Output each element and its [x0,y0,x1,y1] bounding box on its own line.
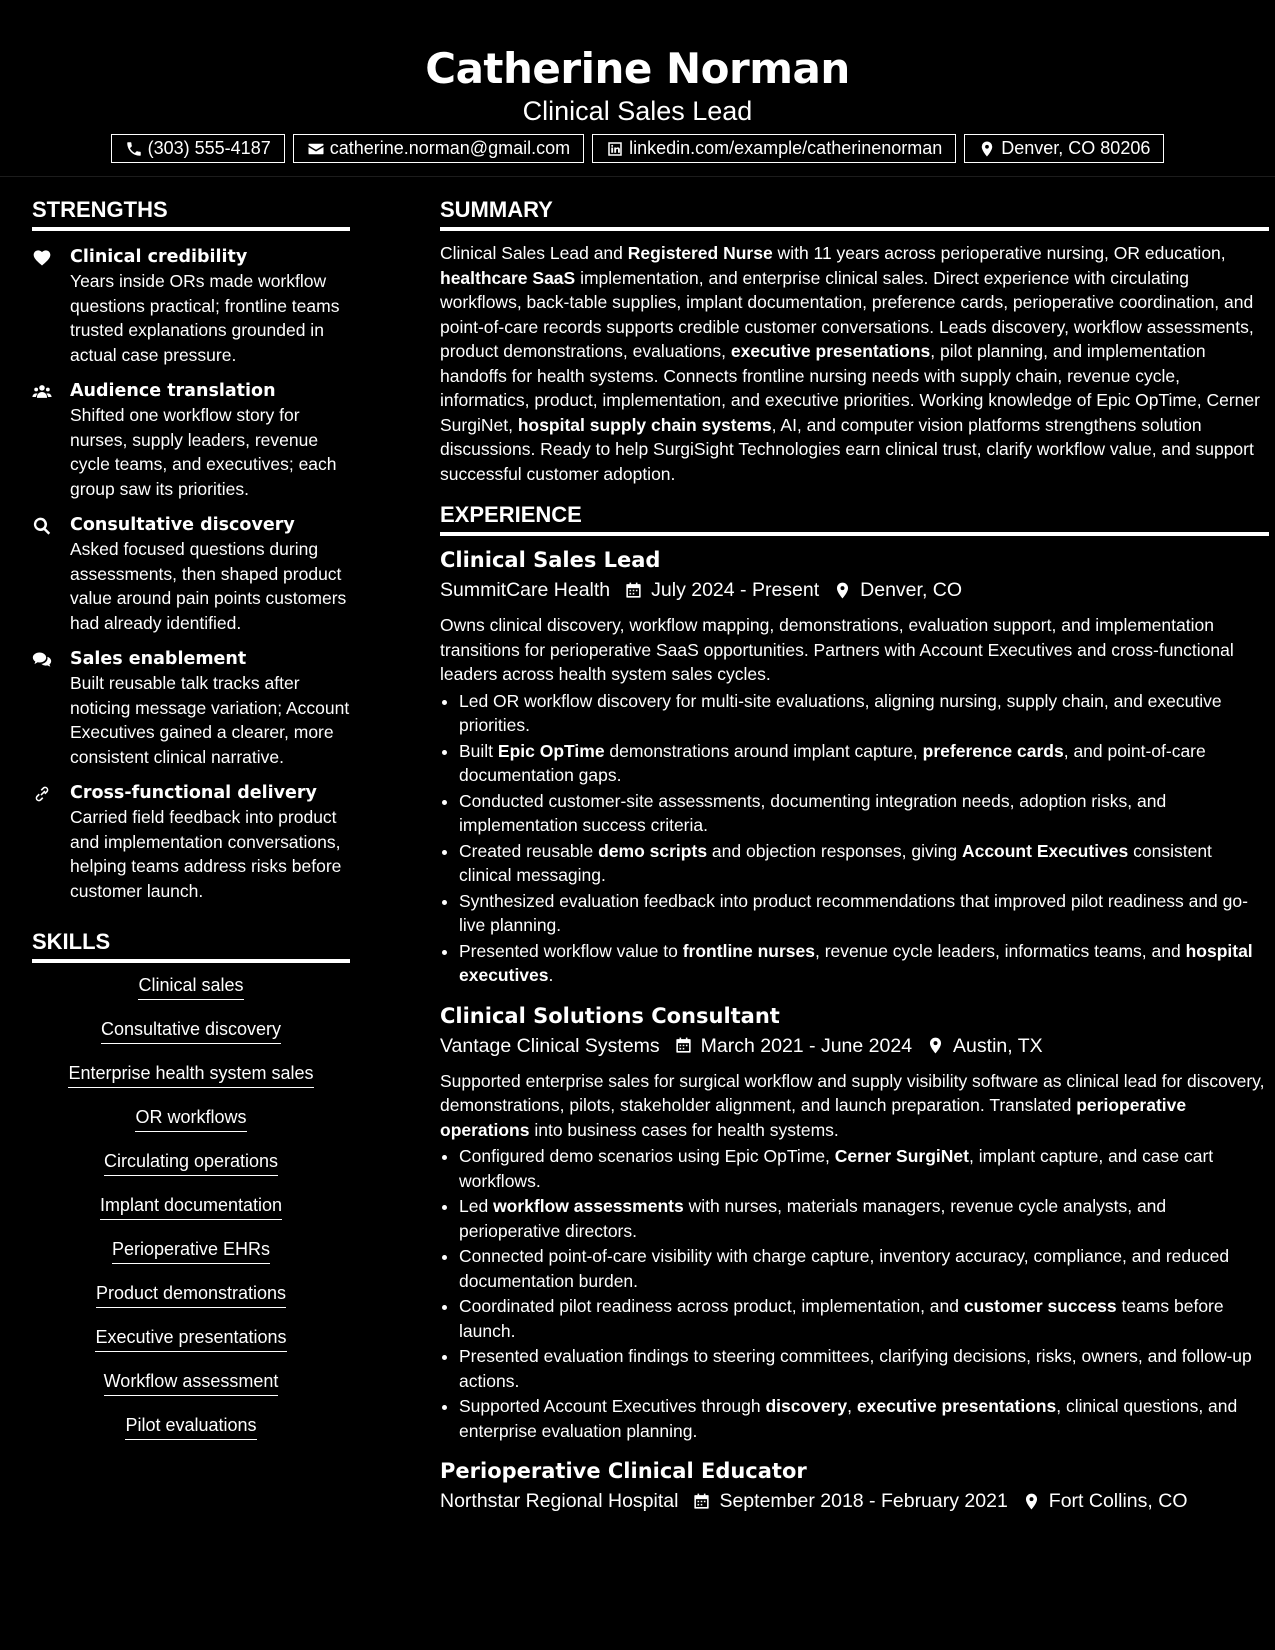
job-entry [440,1457,1269,1515]
bullet-item [459,1344,1269,1393]
resume-body [0,177,1275,1515]
phone-icon [125,140,143,158]
search-icon [32,516,52,536]
job-company: SummitCare Health [440,579,611,601]
skills-list [32,973,350,1457]
text-run: Configured demo scenarios using Epic OpTime, [459,1146,835,1166]
text-run: , and point-of-care documentation gaps. [459,740,1206,785]
strength-desc: Asked focused questions during assessments, then shaped product value around pain points customers had already identified. [70,539,347,633]
contact-bar [0,134,1275,163]
contact-location-text: Denver, CO 80206 [1001,138,1151,158]
bold-keyword: workflow assessments [493,1196,684,1216]
text-run: Presented workflow value to [459,940,683,961]
bullet-item [459,1394,1269,1443]
heart-icon [32,248,52,268]
experience-heading: EXPERIENCE [440,502,1269,536]
strength-item [32,647,350,769]
text-run: with nurses, materials managers, revenue cycle analysts, and perioperative directors. [459,1196,1167,1241]
job-bullets [440,1144,1269,1443]
text-run: with 11 years across perioperative nursing, OR education, [772,243,1226,263]
contact-email[interactable] [293,134,584,163]
text-run: Coordinated pilot readiness across product, implementation, and [459,1296,964,1316]
text-run: Led OR workflow discovery for multi-site evaluations, aligning nursing, supply chain, and executive priorities. [459,690,1222,735]
text-run: , pilot planning, and implementation handoffs for health systems. Connects frontline nursing needs with supply chain, revenue cycle, informatics, product, implementation, and executive priorities. Working knowledge of Epic OpTime, Cerner SurgiNet, [440,341,1260,435]
job-title: Perioperative Clinical Educator [440,1459,807,1483]
resume-header [0,0,1275,163]
skill-tag: Perioperative EHRs [112,1237,270,1264]
left-column [32,177,350,1515]
skill-tag: Executive presentations [95,1325,286,1352]
job-description [440,613,1269,687]
skill-tag: Enterprise health system sales [68,1061,313,1088]
text-run: , implant capture, and case cart workflows. [459,1146,1214,1191]
strength-desc: Shifted one workflow story for nurses, supply leaders, revenue cycle teams, and executives; each group saw its priorities. [70,405,337,499]
contact-email-text: catherine.norman@gmail.com [329,138,571,158]
job-meta [440,576,1269,604]
bullet-item [459,789,1269,838]
job-meta [440,1032,1269,1060]
users-icon [32,382,52,402]
job-meta [440,1487,1269,1515]
bold-keyword: hospital executives [459,940,1253,985]
text-run: Supported enterprise sales for surgical workflow and supply visibility software as clinical lead for discovery, demonstrations, pilots, stakeholder alignment, and launch preparation. Translated [440,1070,1265,1115]
text-run: Supported Account Executives through [459,1396,766,1416]
bold-keyword: perioperative operations [440,1095,1187,1140]
strength-title: Consultative discovery [70,515,295,535]
bold-keyword: frontline nurses [682,940,815,961]
text-run: Connected point-of-care visibility with charge capture, inventory accuracy, compliance, and reduced documentation burden. [459,1246,1230,1291]
skills-heading: SKILLS [32,929,350,963]
bullet-item [459,1144,1269,1193]
skill-tag: Workflow assessment [104,1369,279,1396]
strength-title: Audience translation [70,381,276,401]
job-title: Clinical Sales Lead [440,548,661,572]
bold-keyword: executive presentations [730,341,931,361]
skill-tag: Consultative discovery [101,1017,281,1044]
text-run: demonstrations around implant capture, [604,740,923,761]
strengths-list [32,245,350,903]
bold-keyword: Cerner SurgiNet [834,1146,969,1166]
strengths-heading: STRENGTHS [32,197,350,231]
text-run: into business cases for health systems. [529,1119,839,1140]
text-run: , [847,1396,857,1416]
text-run: Synthesized evaluation feedback into product recommendations that improved pilot readiness and go-live planning. [459,890,1248,935]
envelope-icon [307,140,325,158]
contact-linkedin-text: linkedin.com/example/catherinenorman [629,138,943,158]
strength-title: Sales enablement [70,649,247,669]
bold-keyword: Registered Nurse [627,243,773,263]
right-column [440,177,1269,1515]
text-run: . [548,965,554,985]
skill-tag: Clinical sales [138,973,243,1000]
skill-tag: Pilot evaluations [125,1413,256,1440]
job-entry [440,1002,1269,1444]
skill-tag: Product demonstrations [96,1281,286,1308]
bullet-item [459,739,1269,788]
text-run: teams before launch. [459,1296,1224,1341]
text-run: Conducted customer-site assessments, documenting integration needs, adoption risks, and implementation success criteria. [459,790,1167,835]
strength-item [32,513,350,635]
strength-desc: Built reusable talk tracks after noticing message variation; Account Executives gained a clearer, more consistent clinical narrative. [70,673,350,767]
text-run: , revenue cycle leaders, informatics teams, and [814,940,1186,961]
summary-heading: SUMMARY [440,197,1269,231]
bold-keyword: discovery [765,1396,848,1416]
job-company: Northstar Regional Hospital [440,1490,679,1512]
bold-keyword: preference cards [922,740,1064,761]
contact-linkedin[interactable] [592,134,956,163]
bold-keyword: healthcare SaaS [440,267,576,288]
text-run: , AI, and computer vision platforms strengthens solution discussions. Ready to help SurgiSight Technologies earn clinical trust, clarify workflow value, and support successful customer adoption. [440,414,1254,484]
job-location: Denver, CO [860,579,963,601]
bullet-item [459,939,1269,988]
strength-desc: Years inside ORs made workflow questions practical; frontline teams trusted explanations grounded in actual case pressure. [70,271,340,365]
bullet-item [459,889,1269,938]
text-run: implementation, and enterprise clinical sales. Direct experience with circulating workflows, back-table supplies, implant documentation, preference cards, perioperative coordination, and point-of-care records supports credible customer conversations. Leads discovery, workflow assessments, product demonstrations, evaluations, [440,267,1254,361]
text-run: and objection responses, giving [707,840,962,861]
candidate-title: Clinical Sales Lead [522,96,753,126]
bullet-item [459,839,1269,888]
strength-item [32,781,350,903]
text-run: , clinical questions, and enterprise evaluation planning. [459,1396,1238,1441]
job-dates: July 2024 - Present [651,579,820,601]
job-title: Clinical Solutions Consultant [440,1003,780,1028]
strength-desc: Carried field feedback into product and implementation conversations, helping teams address risks before customer launch. [70,807,342,901]
text-run: Created reusable [459,840,599,861]
contact-location[interactable] [964,134,1164,163]
text-run: consistent clinical messaging. [459,840,1212,885]
calendar-icon [674,1036,693,1055]
calendar-icon [692,1492,711,1511]
skill-tag: Implant documentation [100,1193,282,1220]
text-run: Presented evaluation findings to steering committees, clarifying decisions, risks, owners, and follow-up actions. [459,1346,1252,1391]
bullet-item [459,1194,1269,1243]
job-bullets [440,689,1269,988]
summary-text [440,241,1269,486]
comments-icon [32,650,52,670]
job-entry [440,546,1269,988]
bold-keyword: executive presentations [856,1396,1057,1416]
job-location: Austin, TX [953,1034,1043,1057]
calendar-icon [624,581,643,600]
text-run: Clinical Sales Lead and [440,243,628,263]
bold-keyword: customer success [963,1296,1117,1316]
text-run: Owns clinical discovery, workflow mapping, demonstrations, evaluation support, and implementation transitions for perioperative SaaS opportunities. Partners with Account Executives and cross-functional leaders across health system sales cycles. [440,615,1234,684]
job-company: Vantage Clinical Systems [440,1034,660,1057]
text-run: Built [459,740,498,761]
bold-keyword: Epic OpTime [497,740,605,761]
contact-phone-text: (303) 555-4187 [147,138,271,158]
job-location: Fort Collins, CO [1048,1490,1188,1512]
contact-phone[interactable] [111,134,285,163]
map-pin-icon [1022,1492,1041,1511]
strength-title: Cross-functional delivery [70,783,317,803]
bold-keyword: demo scripts [598,840,708,861]
skill-tag: Circulating operations [104,1149,278,1176]
job-dates: March 2021 - June 2024 [700,1034,913,1057]
job-dates: September 2018 - February 2021 [719,1490,1008,1512]
bold-keyword: hospital supply chain systems [517,414,772,435]
map-pin-icon [926,1036,945,1055]
bullet-item [459,1294,1269,1343]
job-description [440,1069,1269,1143]
map-pin-icon [833,581,852,600]
text-run: Led [459,1196,494,1216]
strength-item [32,245,350,367]
skill-tag: OR workflows [135,1105,246,1132]
bullet-item [459,689,1269,738]
map-pin-icon [978,140,996,158]
linkedin-icon [606,140,624,158]
bullet-item [459,1244,1269,1293]
strength-item [32,379,350,501]
candidate-name: Catherine Norman [425,44,850,93]
bold-keyword: Account Executives [961,840,1129,861]
link-icon [32,784,52,804]
strength-title: Clinical credibility [70,247,248,267]
